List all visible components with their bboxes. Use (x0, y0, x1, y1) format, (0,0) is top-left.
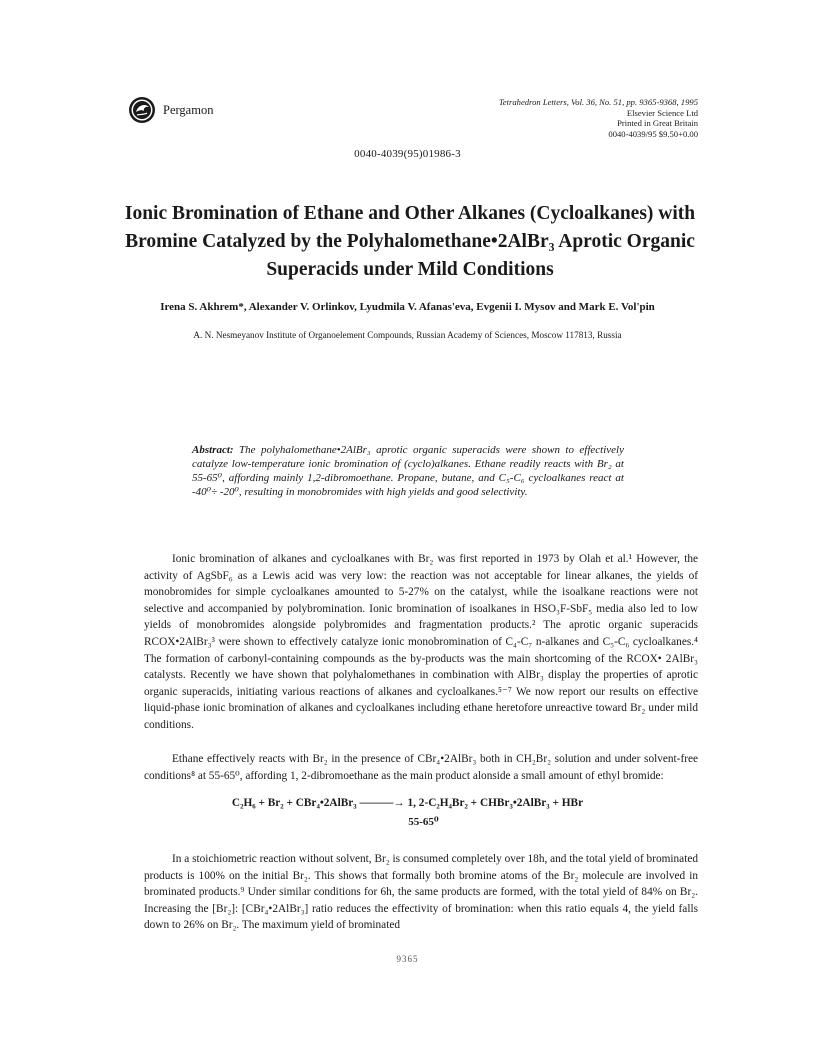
doi-code: 0040-4039(95)01986-3 (354, 148, 461, 160)
journal-citation (499, 97, 698, 139)
author-list: Irena S. Akhrem*, Alexander V. Orlinkov, Lyudmila V. Afanas'eva, Evgenii I. Mysov and Mark E. Vol'pin (160, 301, 655, 313)
abstract (192, 443, 624, 499)
citation-printed-line: Printed in Great Britain (617, 118, 698, 129)
abstract-text: The polyhalomethane•2AlBr₃ aprotic organic superacids were shown to effectively catalyze low-temperature ionic bromination of (cyclo)alkanes. Ethane readily reacts with Br₂ at 55-65⁰, affording mainly 1,2-dibromoethane. Propane, butane, and C₅-C₆ cycloalkanes react at -40⁰÷ -20⁰, resulting in monobromides with high yields and good selectivity. (192, 444, 624, 498)
citation-journal-line: Tetrahedron Letters, Vol. 36, No. 51, pp. 9365-9368, 1995 (498, 97, 698, 107)
paper-title: Ionic Bromination of Ethane and Other Alkanes (Cycloalkanes) with Bromine Catalyzed by the Polyhalomethane•2AlBr₃ Aprotic Organic Superacids under Mild Conditions (124, 203, 696, 280)
reaction-equation: C₂H₆ + Br₂ + CBr₄•2AlBr₃ ———→ 1, 2-C₂H₄Br₂ + CHBr₃•2AlBr₃ + HBr (231, 797, 584, 809)
pergamon-logo-icon (128, 96, 156, 124)
reaction-condition: 55-65⁰ (408, 816, 439, 828)
abstract-label: Abstract: (192, 444, 234, 456)
affiliation: A. N. Nesmeyanov Institute of Organoelement Compounds, Russian Academy of Sciences, Moscow 117813, Russia (193, 330, 622, 340)
body-paragraph-2: Ethane effectively reacts with Br₂ in the presence of CBr₄•2AlBr₃ both in CH₂Br₂ solution and under solvent-free conditions⁸ at 55-65⁰, affording 1, 2-dibromoethane as the main product alonside a small amount of ethyl bromide: (144, 753, 698, 782)
citation-price-line: 0040-4039/95 $9.50+0.00 (608, 128, 698, 139)
body-paragraph-3: In a stoichiometric reaction without solvent, Br₂ is consumed completely over 18h, and the total yield of brominated products is 100% on the initial Br₂. This shows that formally both bromine atoms of the Br₂ molecule are involved in brominated products.⁹ Under similar conditions for 6h, the same products are formed, with the total yield of 84% on Br₂. Increasing the [Br₂]: [CBr₄•2AlBr₃] ratio reduces the effectivity of bromination: when this ratio equals 4, the yield falls down to 26% on Br₂. The maximum yield of brominated (144, 853, 698, 932)
citation-publisher-line: Elsevier Science Ltd (626, 107, 698, 118)
publisher-name: Pergamon (163, 103, 214, 117)
page-number: 9365 (396, 954, 419, 964)
body-paragraph-1: Ionic bromination of alkanes and cycloalkanes with Br₂ was first reported in 1973 by Olah et al.¹ However, the activity of AgSbF₆ as a Lewis acid was very low: the reaction was not acceptable for linear alkanes, the yields of monobromides for simple cycloalkanes amounted to 5-27% on the catalyst, while the isoalkane reactions were not selective and accompanied by polybromination. Ionic bromination of isoalkanes in HSO₃F-SbF₅ media also led to low yields of monobromides alongside polybromides and fragmentation products.² The aprotic organic superacids RCOX•2AlBr₃³ were shown to effectively catalyze ionic monobromination of C₄-C₇ n-alkanes and C₅-C₆ cycloalkanes.⁴ The formation of carbonyl-containing compounds as the by-products was the main shortcoming of the RCOX• 2AlBr₃ catalysts. Recently we have shown that polyhalomethanes in combination with AlBr₃ display the properties of aprotic organic superacids, initiating various reactions of alkanes and cycloalkanes.⁵⁻⁷ We now report our results on effective liquid-phase ionic bromination of alkanes and cycloalkanes including ethane heretofore unreactive toward Br₂ under mild conditions. (144, 553, 698, 731)
